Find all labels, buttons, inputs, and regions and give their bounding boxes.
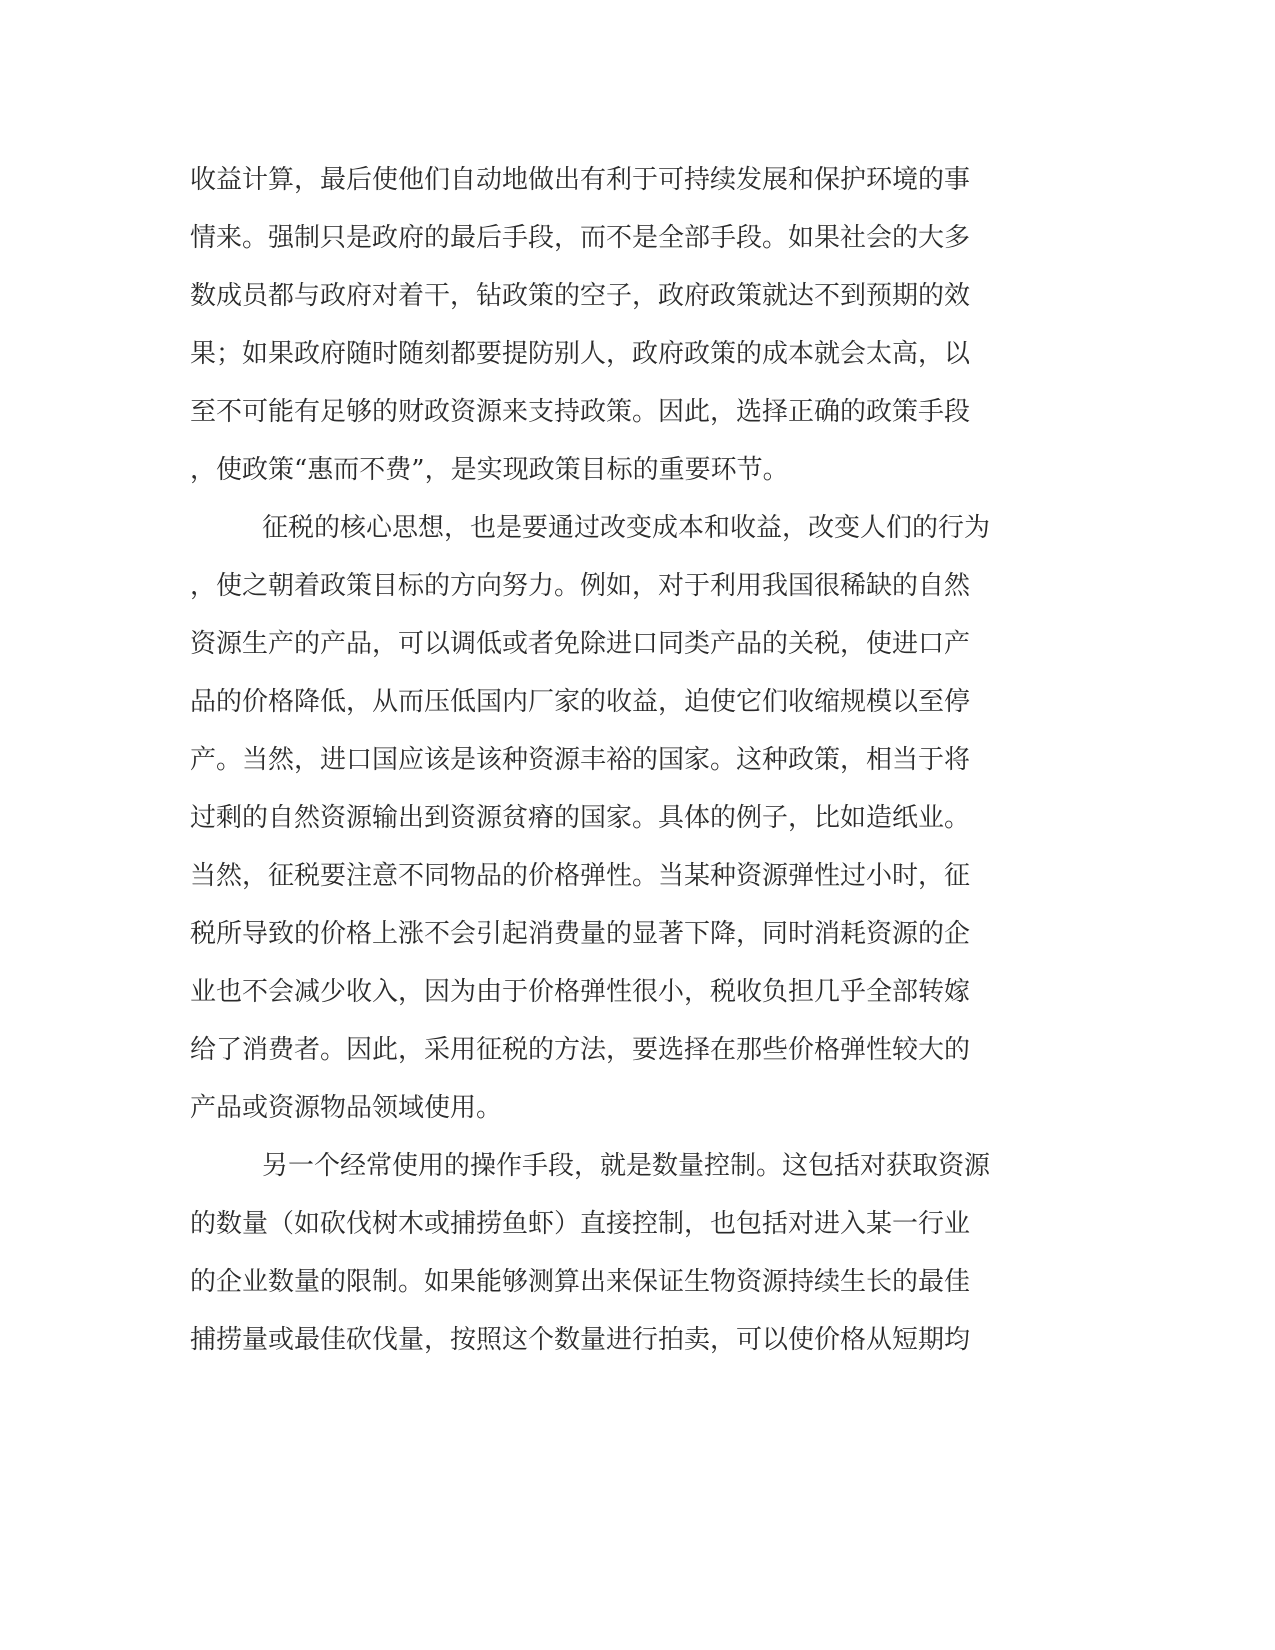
text-line: 果；如果政府随时随刻都要提防别人，政府政策的成本就会太高，以 [190, 339, 971, 369]
text-line: 过剩的自然资源输出到资源贫瘠的国家。具体的例子，比如造纸业。 [190, 803, 971, 833]
text-line: 的数量（如砍伐树木或捕捞鱼虾）直接控制，也包括对进入某一行业 [190, 1209, 971, 1239]
text-line: 给了消费者。因此，采用征税的方法，要选择在那些价格弹性较大的 [190, 1035, 971, 1065]
text-line: 数成员都与政府对着干，钻政策的空子，政府政策就达不到预期的效 [190, 281, 971, 311]
text-line: ，使政策“惠而不费”，是实现政策目标的重要环节。 [190, 455, 789, 485]
text-line: 税所导致的价格上涨不会引起消费量的显著下降，同时消耗资源的企 [190, 919, 971, 949]
paragraph-first-line: 征税的核心思想，也是要通过改变成本和收益，改变人们的行为 [262, 513, 991, 543]
text-line: 的企业数量的限制。如果能够测算出来保证生物资源持续生长的最佳 [190, 1267, 971, 1297]
text-line: 资源生产的产品，可以调低或者免除进口同类产品的关税，使进口产 [190, 629, 971, 659]
text-line: ，使之朝着政策目标的方向努力。例如，对于利用我国很稀缺的自然 [190, 571, 971, 601]
text-line: 业也不会减少收入，因为由于价格弹性很小，税收负担几乎全部转嫁 [190, 977, 971, 1007]
text-line: 产。当然，进口国应该是该种资源丰裕的国家。这种政策，相当于将 [190, 745, 971, 775]
text-line: 情来。强制只是政府的最后手段，而不是全部手段。如果社会的大多 [190, 223, 971, 253]
text-line: 产品或资源物品领域使用。 [190, 1093, 503, 1123]
text-line: 当然，征税要注意不同物品的价格弹性。当某种资源弹性过小时，征 [190, 861, 971, 891]
paragraph-first-line: 另一个经常使用的操作手段，就是数量控制。这包括对获取资源 [262, 1151, 991, 1181]
text-line: 收益计算，最后使他们自动地做出有利于可持续发展和保护环境的事 [190, 165, 971, 195]
text-line: 捕捞量或最佳砍伐量，按照这个数量进行拍卖，可以使价格从短期均 [190, 1325, 971, 1355]
text-line: 至不可能有足够的财政资源来支持政策。因此，选择正确的政策手段 [190, 397, 971, 427]
text-line: 品的价格降低，从而压低国内厂家的收益，迫使它们收缩规模以至停 [190, 687, 971, 717]
